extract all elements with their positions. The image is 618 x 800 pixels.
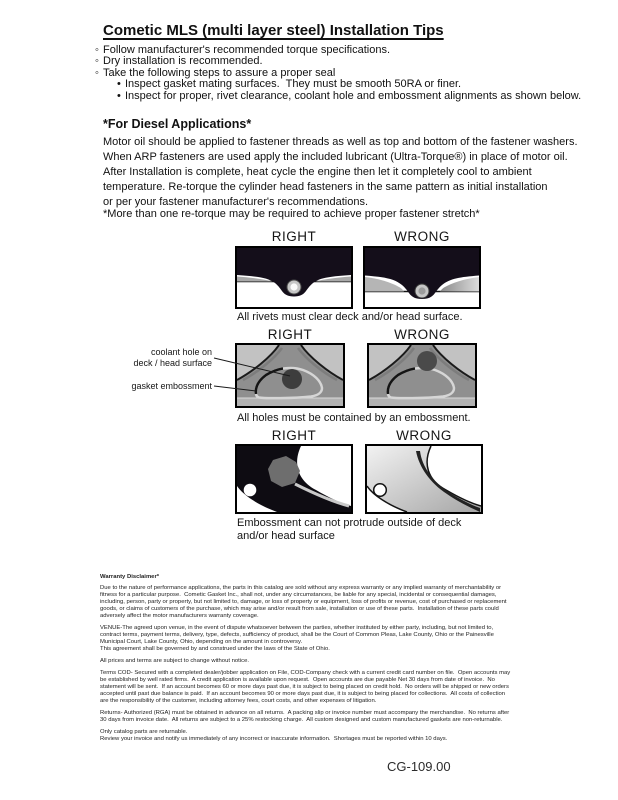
embossment-caption: Embossment can not protrude outside of deck and/or head surface <box>237 517 462 542</box>
diesel-section-heading: *For Diesel Applications* <box>103 117 252 131</box>
filled-bullet-icon: • <box>117 78 121 91</box>
right-label: RIGHT <box>267 327 313 342</box>
tip-text: Inspect gasket mating surfaces. They must be smooth 50RA or finer. <box>125 78 462 91</box>
tip-text: Dry installation is recommended. <box>103 55 263 68</box>
wrong-label: WRONG <box>394 327 450 342</box>
open-bullet-icon: ◦ <box>95 55 99 68</box>
wrong-label: WRONG <box>394 229 450 244</box>
wrong-label: WRONG <box>396 428 452 443</box>
rivet-clear-illustration <box>237 248 351 307</box>
list-item <box>95 91 581 102</box>
list-item <box>95 79 581 90</box>
page-title: Cometic MLS (multi layer steel) Installation Tips <box>103 22 444 39</box>
diesel-paragraph-1: Motor oil should be applied to fastener threads as well as top and bottom of the fastener washers. When ARP fasteners are used apply the included lubricant (Ultra-Torque®) in place of motor oil. <box>103 136 578 163</box>
hole-outside-embossment-illustration <box>369 345 475 406</box>
rivet-wrong-diagram <box>363 246 481 309</box>
warranty-paragraph: Due to the nature of performance applications, the parts in this catalog are sold without any express warranty or any implied warranty of merchantability or fitness for a particular purpose. Cometic Gasket Inc., shall not, under any circumstances, be liable for any special, incidental or consequential damages, including, person, party or property, but not limited to, damage, or loss of property or equipment, loss of profits or revenue, cost of purchased or replacement goods, or claims of customers of the purchase, which may arise and/or result from sale, installation or use of these parts. Installation of these parts could adversely affect the motor manufacturers warranty coverage. <box>100 585 507 619</box>
rivet-right-diagram <box>235 246 353 309</box>
holes-caption: All holes must be contained by an embossment. <box>237 412 471 424</box>
warranty-heading: Warranty Disclaimer* <box>100 574 160 580</box>
open-bullet-icon: ◦ <box>95 66 99 79</box>
embossment-wrong-diagram <box>365 444 483 514</box>
holes-wrong-diagram <box>367 343 477 408</box>
terms-paragraph: Terms COD- Secured with a completed dealer/jobber application on File, COD-Company check with a current credit card number on file. Open accounts may be established by well rated firms. A credit application is available upon request. Open accounts are due payable Net 30 days from date of invoice. No statement will be sent. If an account becomes 60 or more days past due, it is subject to being placed on credit hold. No orders will be shipped or new orders accepted until past due balance is paid. If an account becomes 90 or more days past due, it is subject to being placed for collections. All costs of collection are the responsibility of the customer, including attorney fees, court costs, and other expenses of litigation. <box>100 670 511 704</box>
open-bullet-icon: ◦ <box>95 44 99 56</box>
retorque-note: *More than one re-torque may be required to achieve proper fastener stretch* <box>103 208 480 220</box>
tip-text: Follow manufacturer's recommended torque specifications. <box>103 44 391 56</box>
filled-bullet-icon: • <box>117 89 121 102</box>
diesel-paragraph-2: After Installation is complete, heat cycle the engine then let it completely cool to ambient temperature. Re-torque the cylinder head fasteners in the same pattern as initial installation or per your fastener manufacturer's recommendations. <box>103 166 548 208</box>
page-code: CG-109.00 <box>387 759 451 774</box>
warranty-disclaimer-section <box>100 574 580 743</box>
tip-text: Inspect for proper, rivet clearance, coolant hole and embossment alignments as shown below. <box>125 89 582 102</box>
rivet-touching-illustration <box>365 248 479 307</box>
venue-paragraph: VENUE-The agreed upon venue, in the event of dispute whatsoever between the parties, whether instituted by either party, including, but not limited to, contract terms, payment terms, delivery, type, defects, sufficiency of product, shall be the Court of Common Pleas, Lake County, Ohio or the Painesville Municipal Court, Lake County, Ohio, depending on the amount in controversy. This agreement shall be governed by and construed under the laws of the State of Ohio. <box>100 625 494 652</box>
embossment-right-diagram <box>235 444 353 514</box>
embossment-inside-deck-illustration <box>237 446 351 512</box>
right-label: RIGHT <box>271 428 317 443</box>
gasket-embossment-annotation: gasket embossment <box>131 381 212 391</box>
hole-inside-embossment-illustration <box>237 345 343 406</box>
right-label: RIGHT <box>271 229 317 244</box>
installation-tips-list <box>95 45 581 102</box>
tip-text: Take the following steps to assure a proper seal <box>103 66 336 79</box>
holes-right-diagram <box>235 343 345 408</box>
rivets-caption: All rivets must clear deck and/or head surface. <box>237 311 463 323</box>
catalog-parts-paragraph: Only catalog parts are returnable. Review your invoice and notify us immediately of any incorrect or inaccurate information. Shortages must be reported within 10 days. <box>100 729 448 742</box>
coolant-hole-annotation: coolant hole on deck / head surface <box>133 347 212 368</box>
embossment-protruding-illustration <box>367 446 481 512</box>
prices-paragraph: All prices and terms are subject to change without notice. <box>100 658 249 664</box>
returns-paragraph: Returns- Authorized (RGA) must be obtained in advance on all returns. A packing slip or invoice number must accompany the merchandise. No returns after 30 days from invoice date. All returns are subject to a 25% restocking charge. All custom designed and custom manufactured gaskets are non-returnable. <box>100 710 510 723</box>
